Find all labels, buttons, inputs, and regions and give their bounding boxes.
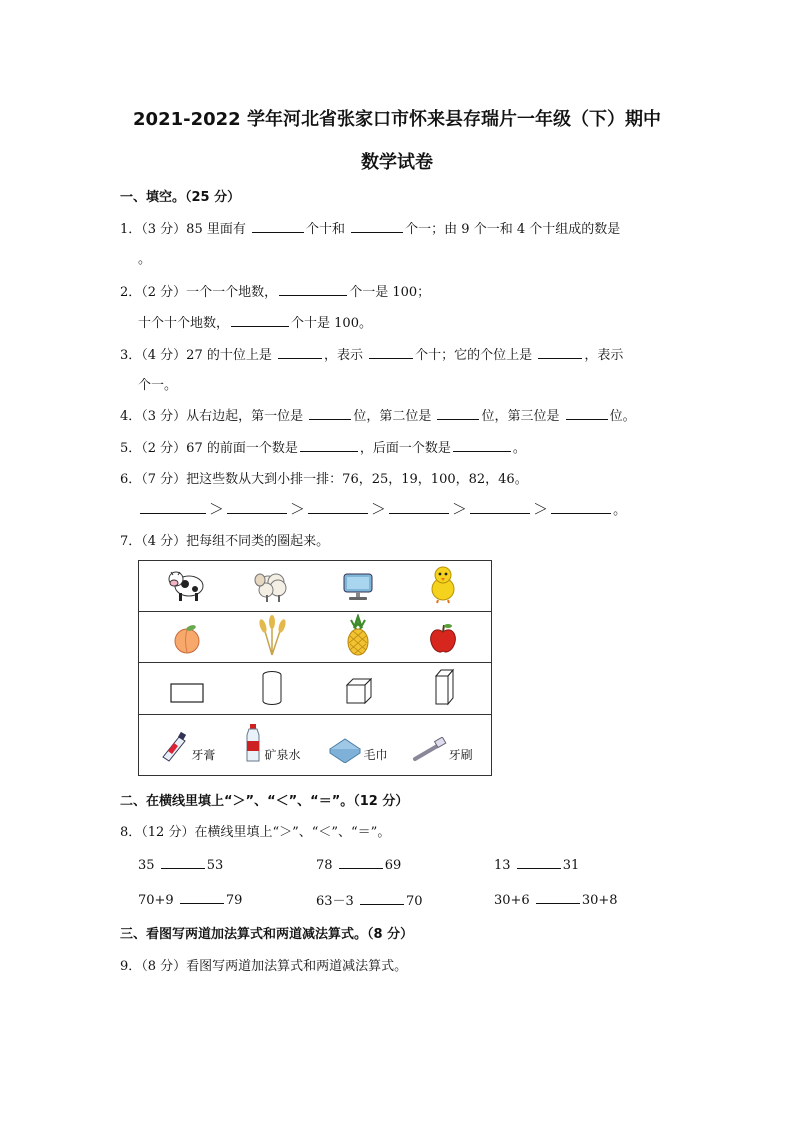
toothbrush-item[interactable] bbox=[403, 737, 483, 763]
computer-monitor-icon[interactable] bbox=[318, 570, 398, 604]
question-2-line-2: 十个十个地数， 个十是 100。 bbox=[138, 312, 372, 331]
apple-icon[interactable] bbox=[403, 622, 483, 656]
answer-blank[interactable] bbox=[517, 855, 561, 869]
compare-item: 63－3 70 bbox=[316, 890, 423, 909]
answer-blank[interactable] bbox=[180, 890, 224, 904]
mineral-water-item[interactable] bbox=[232, 723, 312, 763]
answer-blank[interactable] bbox=[339, 855, 383, 869]
compare-item: 78 69 bbox=[316, 855, 401, 873]
picture-grid bbox=[138, 560, 492, 776]
toothbrush-label: 牙刷 bbox=[448, 747, 473, 762]
answer-blank[interactable] bbox=[437, 406, 479, 420]
picture-row-daily-items bbox=[139, 714, 492, 775]
compare-item: 30+6 30+8 bbox=[494, 890, 618, 908]
toothpaste-item[interactable] bbox=[147, 729, 227, 763]
question-5: 5．（2 分）67 的前面一个数是 ，后面一个数是 。 bbox=[120, 437, 526, 456]
chick-icon[interactable] bbox=[403, 564, 483, 604]
answer-blank[interactable] bbox=[360, 891, 404, 905]
question-2-line-1: 2．（2 分）一个一个地数， 个一是 100； bbox=[120, 281, 430, 300]
cow-icon[interactable] bbox=[147, 566, 227, 604]
answer-blank[interactable] bbox=[566, 406, 608, 420]
answer-blank[interactable] bbox=[389, 500, 449, 514]
answer-blank[interactable] bbox=[470, 500, 530, 514]
section-1-heading: 一、填空。（25 分） bbox=[120, 190, 241, 205]
answer-blank[interactable] bbox=[453, 438, 511, 452]
question-8: 8．（12 分）在横线里填上“＞”、“＜”、“＝”。 bbox=[120, 825, 391, 840]
answer-blank[interactable] bbox=[227, 500, 287, 514]
section-3-heading: 三、看图写两道加法算式和两道减法算式。（8 分） bbox=[120, 927, 414, 942]
question-3: 3．（4 分）27 的十位上是 ，表示 个十；它的个位上是 ，表示 bbox=[120, 344, 623, 363]
picture-row-fruits-and-wheat bbox=[139, 612, 492, 663]
answer-blank[interactable] bbox=[536, 890, 580, 904]
mineral-water-label: 矿泉水 bbox=[264, 747, 301, 762]
cuboid-icon[interactable] bbox=[403, 666, 483, 708]
answer-blank[interactable] bbox=[300, 438, 358, 452]
question-9: 9．（8 分）看图写两道加法算式和两道减法算式。 bbox=[120, 959, 408, 974]
question-1-end: 。 bbox=[138, 252, 152, 267]
answer-blank[interactable] bbox=[279, 282, 347, 296]
answer-blank[interactable] bbox=[140, 500, 206, 514]
title-line-1: 2021-2022 学年河北省张家口市怀来县存瑞片一年级（下）期中 bbox=[133, 109, 661, 130]
answer-blank[interactable] bbox=[369, 345, 413, 359]
compare-item: 70+9 79 bbox=[138, 890, 242, 908]
rectangle-icon[interactable] bbox=[147, 678, 227, 708]
question-3-end: 个一。 bbox=[138, 378, 178, 393]
answer-blank[interactable] bbox=[231, 313, 289, 327]
answer-blank[interactable] bbox=[161, 855, 205, 869]
answer-blank[interactable] bbox=[278, 345, 322, 359]
water-bottle-icon bbox=[244, 723, 262, 763]
toothpaste-label: 牙膏 bbox=[191, 747, 216, 762]
answer-blank[interactable] bbox=[351, 219, 403, 233]
pineapple-icon[interactable] bbox=[318, 614, 398, 656]
answer-blank[interactable] bbox=[308, 500, 368, 514]
toothpaste-icon bbox=[159, 729, 189, 763]
question-1: 1．（3 分）85 里面有 个十和 个一；由 9 个一和 4 个十组成的数是 bbox=[120, 218, 620, 237]
title-line-2: 数学试卷 bbox=[361, 152, 433, 173]
picture-row-animals-and-object bbox=[139, 561, 492, 612]
answer-blank[interactable] bbox=[551, 500, 611, 514]
cube-icon[interactable] bbox=[318, 674, 398, 708]
cylinder-icon[interactable] bbox=[232, 668, 312, 708]
answer-blank[interactable] bbox=[252, 219, 304, 233]
compare-item: 35 53 bbox=[138, 855, 223, 873]
towel-icon bbox=[328, 735, 362, 763]
question-4: 4．（3 分）从右边起，第一位是 位，第二位是 位，第三位是 位。 bbox=[120, 405, 636, 424]
compare-item: 13 31 bbox=[494, 855, 579, 873]
towel-label: 毛巾 bbox=[363, 747, 388, 762]
question-6: 6．（7 分）把这些数从大到小排一排：76，25，19，100，82，46。 bbox=[120, 472, 528, 487]
toothbrush-icon bbox=[413, 737, 447, 763]
towel-item[interactable] bbox=[318, 735, 398, 763]
question-7: 7．（4 分）把每组不同类的圈起来。 bbox=[120, 534, 330, 549]
picture-row-shapes bbox=[139, 663, 492, 714]
wheat-icon[interactable] bbox=[232, 614, 312, 656]
sheep-icon[interactable] bbox=[232, 568, 312, 604]
answer-blank[interactable] bbox=[538, 345, 582, 359]
peach-icon[interactable] bbox=[147, 622, 227, 656]
question-6-answer-line: ＞ ＞ ＞ ＞ ＞ 。 bbox=[138, 498, 626, 519]
answer-blank[interactable] bbox=[309, 406, 351, 420]
section-2-heading: 二、在横线里填上“＞”、“＜”、“＝”。（12 分） bbox=[120, 794, 409, 809]
